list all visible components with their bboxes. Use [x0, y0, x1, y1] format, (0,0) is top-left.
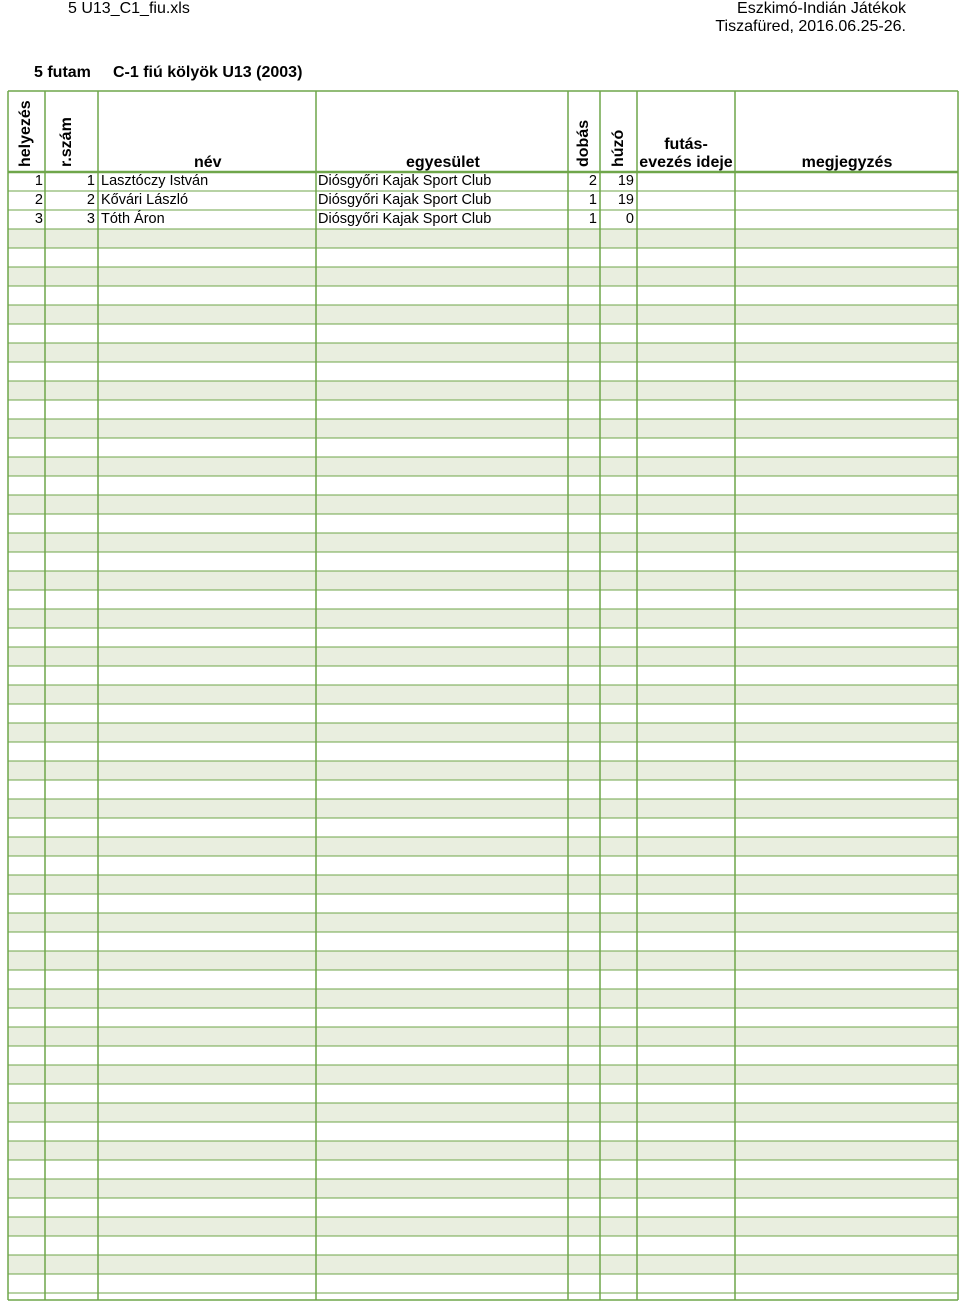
row-3-pull: 0 — [625, 211, 634, 227]
row-shade — [8, 1103, 958, 1122]
row-shade — [8, 495, 958, 514]
row-3-throw: 1 — [588, 211, 597, 227]
column-header-pull: húzó — [610, 129, 627, 167]
row-2-name: Kővári László — [101, 192, 189, 208]
row-shade — [8, 1255, 958, 1274]
row-shade — [8, 267, 958, 286]
column-header-club: egyesület — [406, 154, 480, 171]
row-shade — [8, 609, 958, 628]
column-header-placement: helyezés — [17, 100, 34, 167]
row-2-club: Diósgyőri Kajak Sport Club — [318, 192, 492, 208]
row-3-bib: 3 — [86, 211, 95, 227]
row-shade — [8, 381, 958, 400]
row-shade — [8, 229, 958, 248]
column-header-time-line1: futás- — [664, 136, 708, 153]
row-shade — [8, 1141, 958, 1160]
row-shade — [8, 951, 958, 970]
row-3-placement: 3 — [34, 211, 43, 227]
row-shade — [8, 799, 958, 818]
row-shade — [8, 875, 958, 894]
event-place-date: Tiszafüred, 2016.06.25-26. — [715, 18, 906, 35]
row-1-bib: 1 — [86, 173, 95, 189]
row-2-placement: 2 — [34, 192, 43, 208]
row-shade — [8, 1065, 958, 1084]
row-shade — [8, 989, 958, 1008]
row-2-throw: 1 — [588, 192, 597, 208]
row-shade — [8, 837, 958, 856]
row-1-name: Lasztóczy István — [101, 173, 209, 189]
row-shade — [8, 647, 958, 666]
row-1-pull: 19 — [617, 173, 634, 189]
row-shade — [8, 305, 958, 324]
row-shade — [8, 1027, 958, 1046]
column-header-throw: dobás — [575, 119, 592, 167]
row-2-pull: 19 — [617, 192, 634, 208]
file-name: 5 U13_C1_fiu.xls — [68, 0, 190, 17]
row-shade — [8, 343, 958, 362]
row-1-throw: 2 — [588, 173, 597, 189]
row-shade — [8, 1179, 958, 1198]
row-shade — [8, 533, 958, 552]
row-shade — [8, 685, 958, 704]
event-name: Eszkimó-Indián Játékok — [737, 0, 906, 17]
race-title: C-1 fiú kölyök U13 (2003) — [113, 64, 303, 81]
column-header-notes: megjegyzés — [801, 154, 893, 171]
row-1-club: Diósgyőri Kajak Sport Club — [318, 173, 492, 189]
row-1-placement: 1 — [34, 173, 43, 189]
row-3-name: Tóth Áron — [101, 211, 165, 227]
row-3-club: Diósgyőri Kajak Sport Club — [318, 211, 492, 227]
row-shade — [8, 761, 958, 780]
row-shade — [8, 571, 958, 590]
row-shade — [8, 913, 958, 932]
race-number: 5 futam — [34, 64, 91, 81]
column-header-time-line2: evezés ideje — [639, 154, 733, 171]
row-2-bib: 2 — [86, 192, 95, 208]
column-header-name: név — [194, 154, 222, 171]
row-shade — [8, 457, 958, 476]
row-shade — [8, 1217, 958, 1236]
column-header-bib: r.szám — [58, 117, 75, 167]
row-shade — [8, 419, 958, 438]
row-shade — [8, 723, 958, 742]
